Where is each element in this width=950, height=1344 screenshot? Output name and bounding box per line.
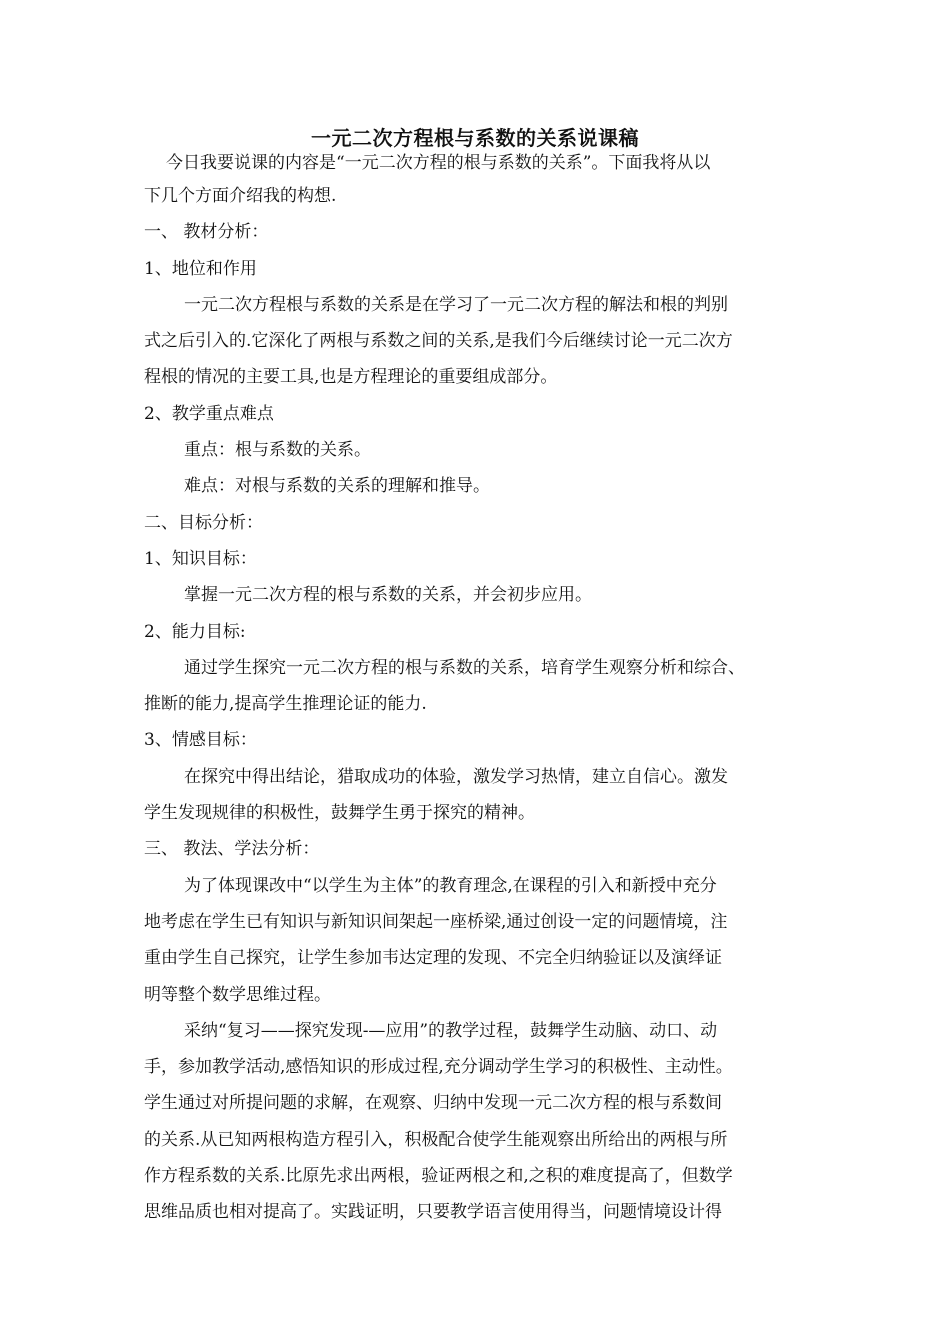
paragraph-method-line-3: 重由学生自己探究，让学生参加韦达定理的发现、不完全归纳验证以及演绎证 (144, 948, 722, 969)
paragraph-intro-line-1: 今日我要说课的内容是“一元二次方程的根与系数的关系”。下面我将从以 (166, 153, 711, 173)
paragraph-position-line-3: 程根的情况的主要工具,也是方程理论的重要组成部分。 (144, 367, 558, 388)
paragraph-process-line-1: 采纳“复习——探究发现-—应用”的教学过程，鼓舞学生动脑、动口、动 (184, 1020, 718, 1041)
subheading-position-role: 1、地位和作用 (144, 258, 257, 279)
subheading-key-points: 2、教学重点难点 (144, 403, 274, 424)
paragraph-emotion-line-2: 学生发现规律的积极性，鼓舞学生勇于探究的精神。 (144, 803, 535, 824)
difficult-point-line: 难点：对根与系数的关系的理解和推导。 (184, 476, 490, 497)
paragraph-position-line-2: 式之后引入的.它深化了两根与系数之间的关系,是我们今后继续讨论一元二次方 (144, 331, 733, 352)
section-heading-goal-analysis: 二、目标分析： (144, 512, 263, 533)
document-title: 一元二次方程根与系数的关系说课稿 (311, 126, 639, 150)
key-point-line: 重点：根与系数的关系。 (184, 440, 371, 461)
paragraph-process-line-5: 作方程系数的关系.比原先求出两根，验证两根之和,之积的难度提高了，但数学 (144, 1166, 733, 1187)
paragraph-method-line-4: 明等整个数学思维过程。 (144, 984, 331, 1005)
document-body (144, 148, 808, 1231)
paragraph-process-line-2: 手，参加教学活动,感悟知识的形成过程,充分调动学生学习的积极性、主动性。 (144, 1057, 733, 1078)
paragraph-process-line-3: 学生通过对所提问题的求解，在观察、归纳中发现一元二次方程的根与系数间 (144, 1093, 722, 1114)
section-heading-method-analysis: 三、 教法、学法分析： (144, 839, 320, 860)
paragraph-process-line-4: 的关系.从已知两根构造方程引入，积极配合使学生能观察出所给出的两根与所 (144, 1129, 728, 1150)
paragraph-position-line-1: 一元二次方程根与系数的关系是在学习了一元二次方程的解法和根的判别 (184, 294, 728, 315)
paragraph-process-line-6: 思维品质也相对提高了。实践证明，只要教学语言使用得当，问题情境设计得 (144, 1202, 722, 1223)
paragraph-knowledge-goal: 掌握一元二次方程的根与系数的关系，并会初步应用。 (184, 585, 592, 606)
paragraph-ability-line-2: 推断的能力,提高学生推理论证的能力. (144, 694, 427, 715)
subheading-emotion-goal: 3、情感目标： (144, 730, 257, 751)
paragraph-intro-line-2: 下几个方面介绍我的构想. (144, 186, 337, 206)
paragraph-method-line-2: 地考虑在学生已有知识与新知识间架起一座桥梁,通过创设一定的问题情境，注 (144, 911, 728, 932)
subheading-ability-goal: 2、能力目标: (144, 621, 246, 642)
paragraph-method-line-1: 为了体现课改中“以学生为主体”的教育理念,在课程的引入和新授中充分 (184, 875, 717, 896)
paragraph-emotion-line-1: 在探究中得出结论，猎取成功的体验，激发学习热情，建立自信心。激发 (184, 766, 728, 787)
section-heading-textbook-analysis: 一、 教材分析： (144, 222, 269, 243)
subheading-knowledge-goal: 1、知识目标： (144, 548, 257, 569)
paragraph-ability-line-1: 通过学生探究一元二次方程的根与系数的关系，培育学生观察分析和综合、 (184, 657, 745, 678)
